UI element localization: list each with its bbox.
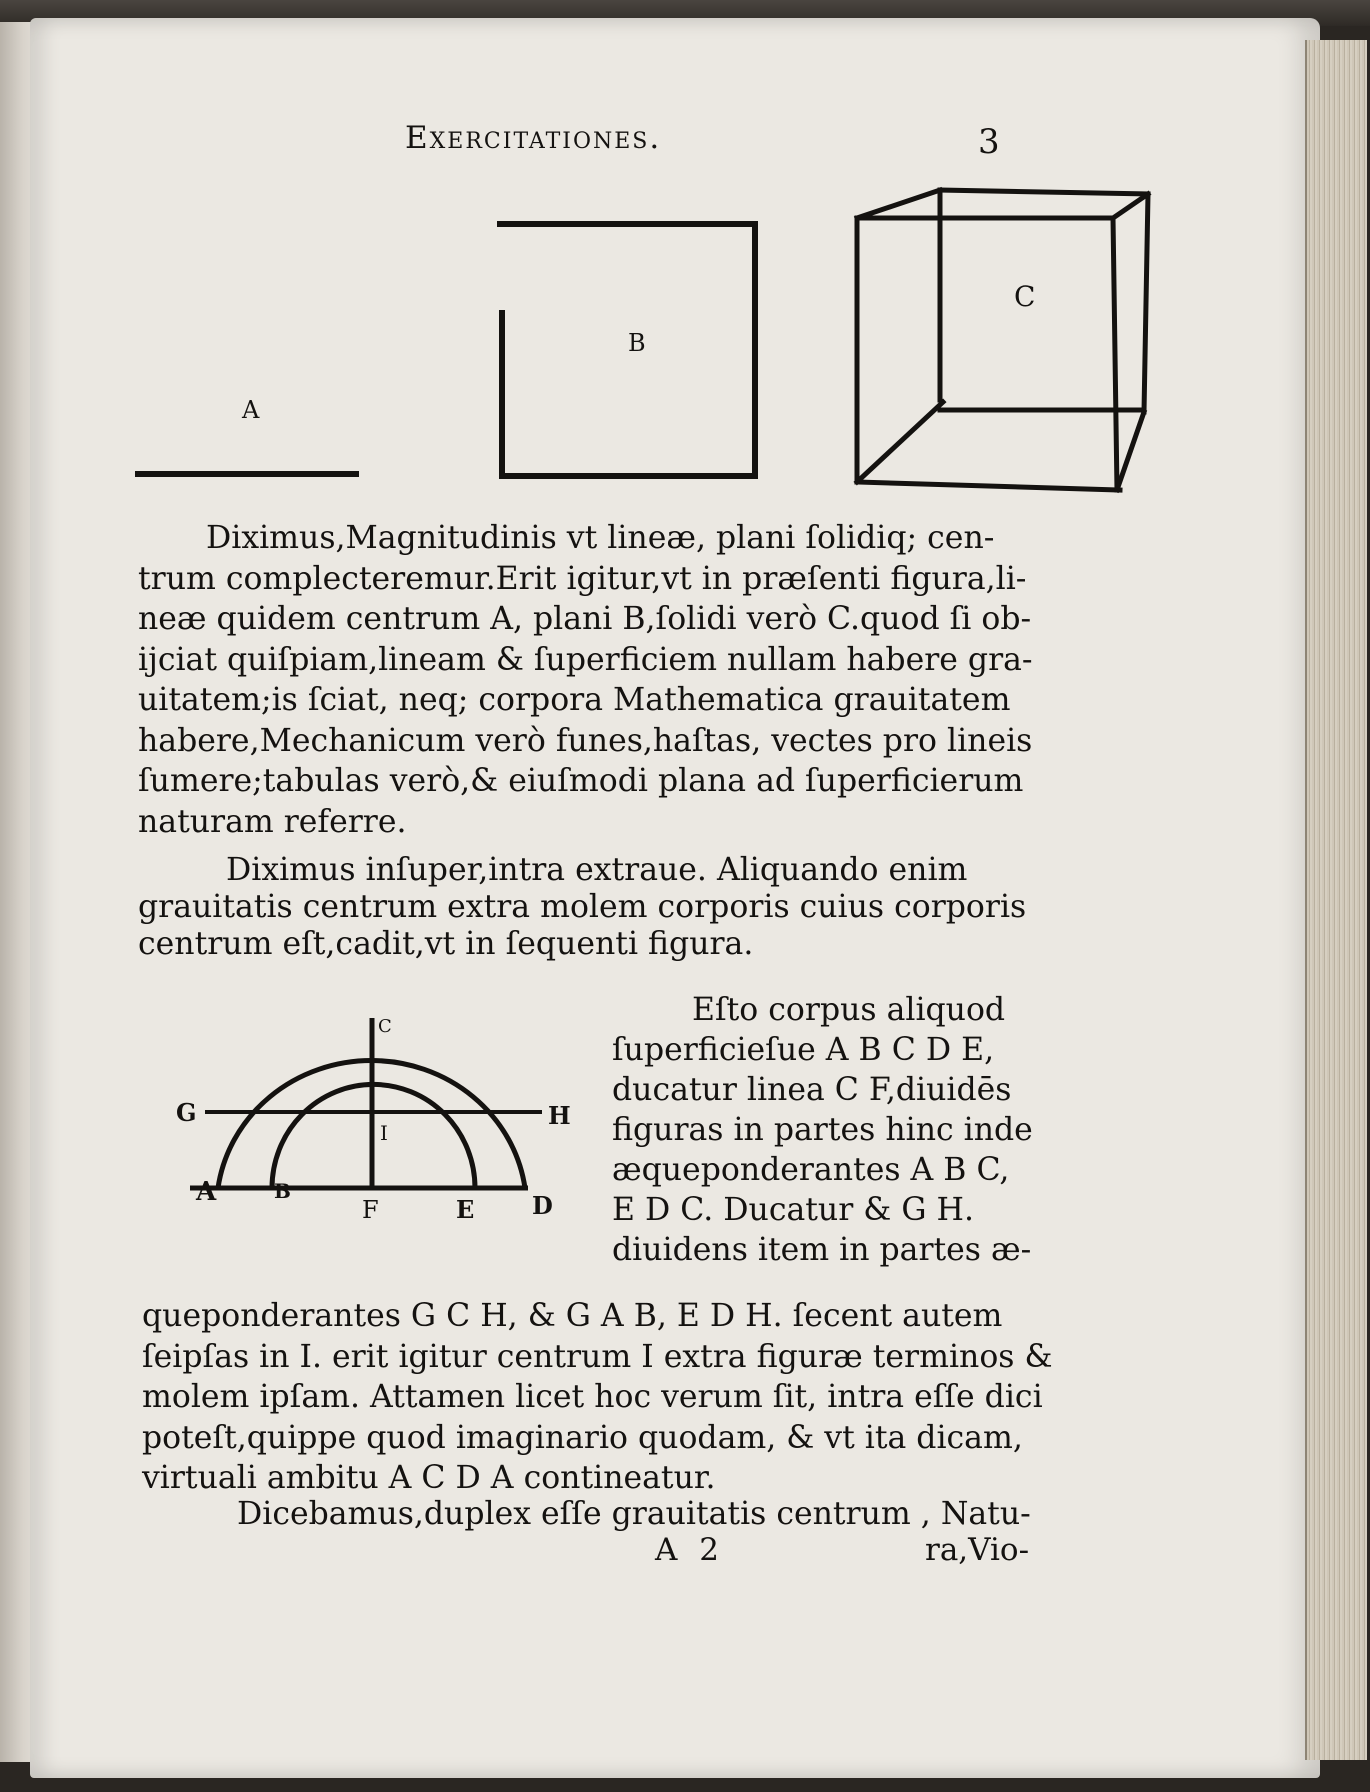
fig-label-h: H	[548, 1101, 571, 1130]
p1-line: trum complecteremur.Erit igitur,vt in præſenti figura,li-	[138, 560, 1027, 597]
p4-line: Dicebamus,duplex eſſe grauitatis centrum , Natu-	[237, 1496, 1031, 1532]
fig-label-i: I	[380, 1121, 388, 1145]
p3-line: poteſt,quippe quod imaginario quodam, & vt ita dicam,	[142, 1419, 1023, 1456]
running-title: Exercitationes.	[405, 120, 662, 156]
side-line: Eſto corpus aliquod	[692, 992, 1006, 1028]
fig-label-c: C	[378, 1016, 392, 1037]
fig-label-d: D	[532, 1191, 553, 1220]
side-line: ſuperficieſue A B C D E,	[612, 1032, 995, 1068]
fig-label-a: A	[196, 1177, 217, 1207]
cube-c	[857, 190, 1148, 490]
fig-label-e: E	[456, 1195, 475, 1224]
p3-line: queponderantes G C H, & G A B, E D H. ſecent autem	[142, 1298, 1003, 1334]
p1-line: ijciat quiſpiam,lineam & ſuperficiem nullam habere gra-	[138, 641, 1033, 678]
paragraph-3	[142, 1296, 1053, 1499]
fig-label-b: B	[274, 1179, 291, 1203]
side-line: E D C. Ducatur & G H.	[612, 1192, 974, 1228]
p1-line: ſumere;tabulas verò,& eiuſmodi plana ad ſuperficierum	[138, 763, 1024, 799]
fig-label-f: F	[362, 1196, 379, 1224]
p1-line: neæ quidem centrum A, plani B,ſolidi verò C.quod ſi ob-	[138, 601, 1032, 637]
side-line: ducatur linea C F,diuidēs	[612, 1072, 1012, 1108]
side-line: diuidens item in partes æ-	[612, 1232, 1032, 1268]
p1-line: uitatem;is ſciat, neq; corpora Mathematica grauitatem	[138, 682, 1011, 718]
p2-line: centrum eſt,cadit,vt in ſequenti figura.	[138, 926, 754, 962]
side-line: æqueponderantes A B C,	[612, 1152, 1010, 1188]
p3-line: molem ipſam. Attamen licet hoc verum ſit, intra eſſe dici	[142, 1379, 1043, 1415]
paragraph-1	[138, 518, 1033, 842]
label-c: C	[1014, 280, 1036, 313]
side-text	[612, 990, 1033, 1270]
paragraph-2	[138, 852, 1026, 963]
paragraph-4	[142, 1496, 1031, 1532]
p1-line: Diximus,Magnitudinis vt lineæ, plani ſolidiq; cen-	[206, 520, 995, 556]
page-number: 3	[978, 122, 1000, 162]
p2-line: grauitatis centrum extra molem corporis cuius corporis	[138, 889, 1027, 925]
p3-line: virtuali ambitu A C D A contineatur.	[142, 1460, 716, 1496]
figure-line-plane-solid	[0, 0, 1370, 520]
p1-line: naturam referre.	[138, 803, 407, 840]
label-b: B	[628, 329, 646, 357]
signature-mark: A 2	[655, 1532, 725, 1568]
fig-label-g: G	[176, 1098, 197, 1127]
p1-line: habere,Mechanicum verò funes,haſtas, vectes pro lineis	[138, 722, 1033, 759]
figure-semicircle-centre	[150, 1000, 590, 1240]
p2-line: Diximus inſuper,intra extraue. Aliquando enim	[226, 852, 968, 888]
p3-line: ſeipſas in I. erit igitur centrum I extra figuræ terminos &	[142, 1338, 1053, 1375]
catchword: ra,Vio-	[925, 1532, 1030, 1568]
side-line: figuras in partes hinc inde	[612, 1112, 1033, 1148]
label-a: A	[242, 396, 260, 424]
